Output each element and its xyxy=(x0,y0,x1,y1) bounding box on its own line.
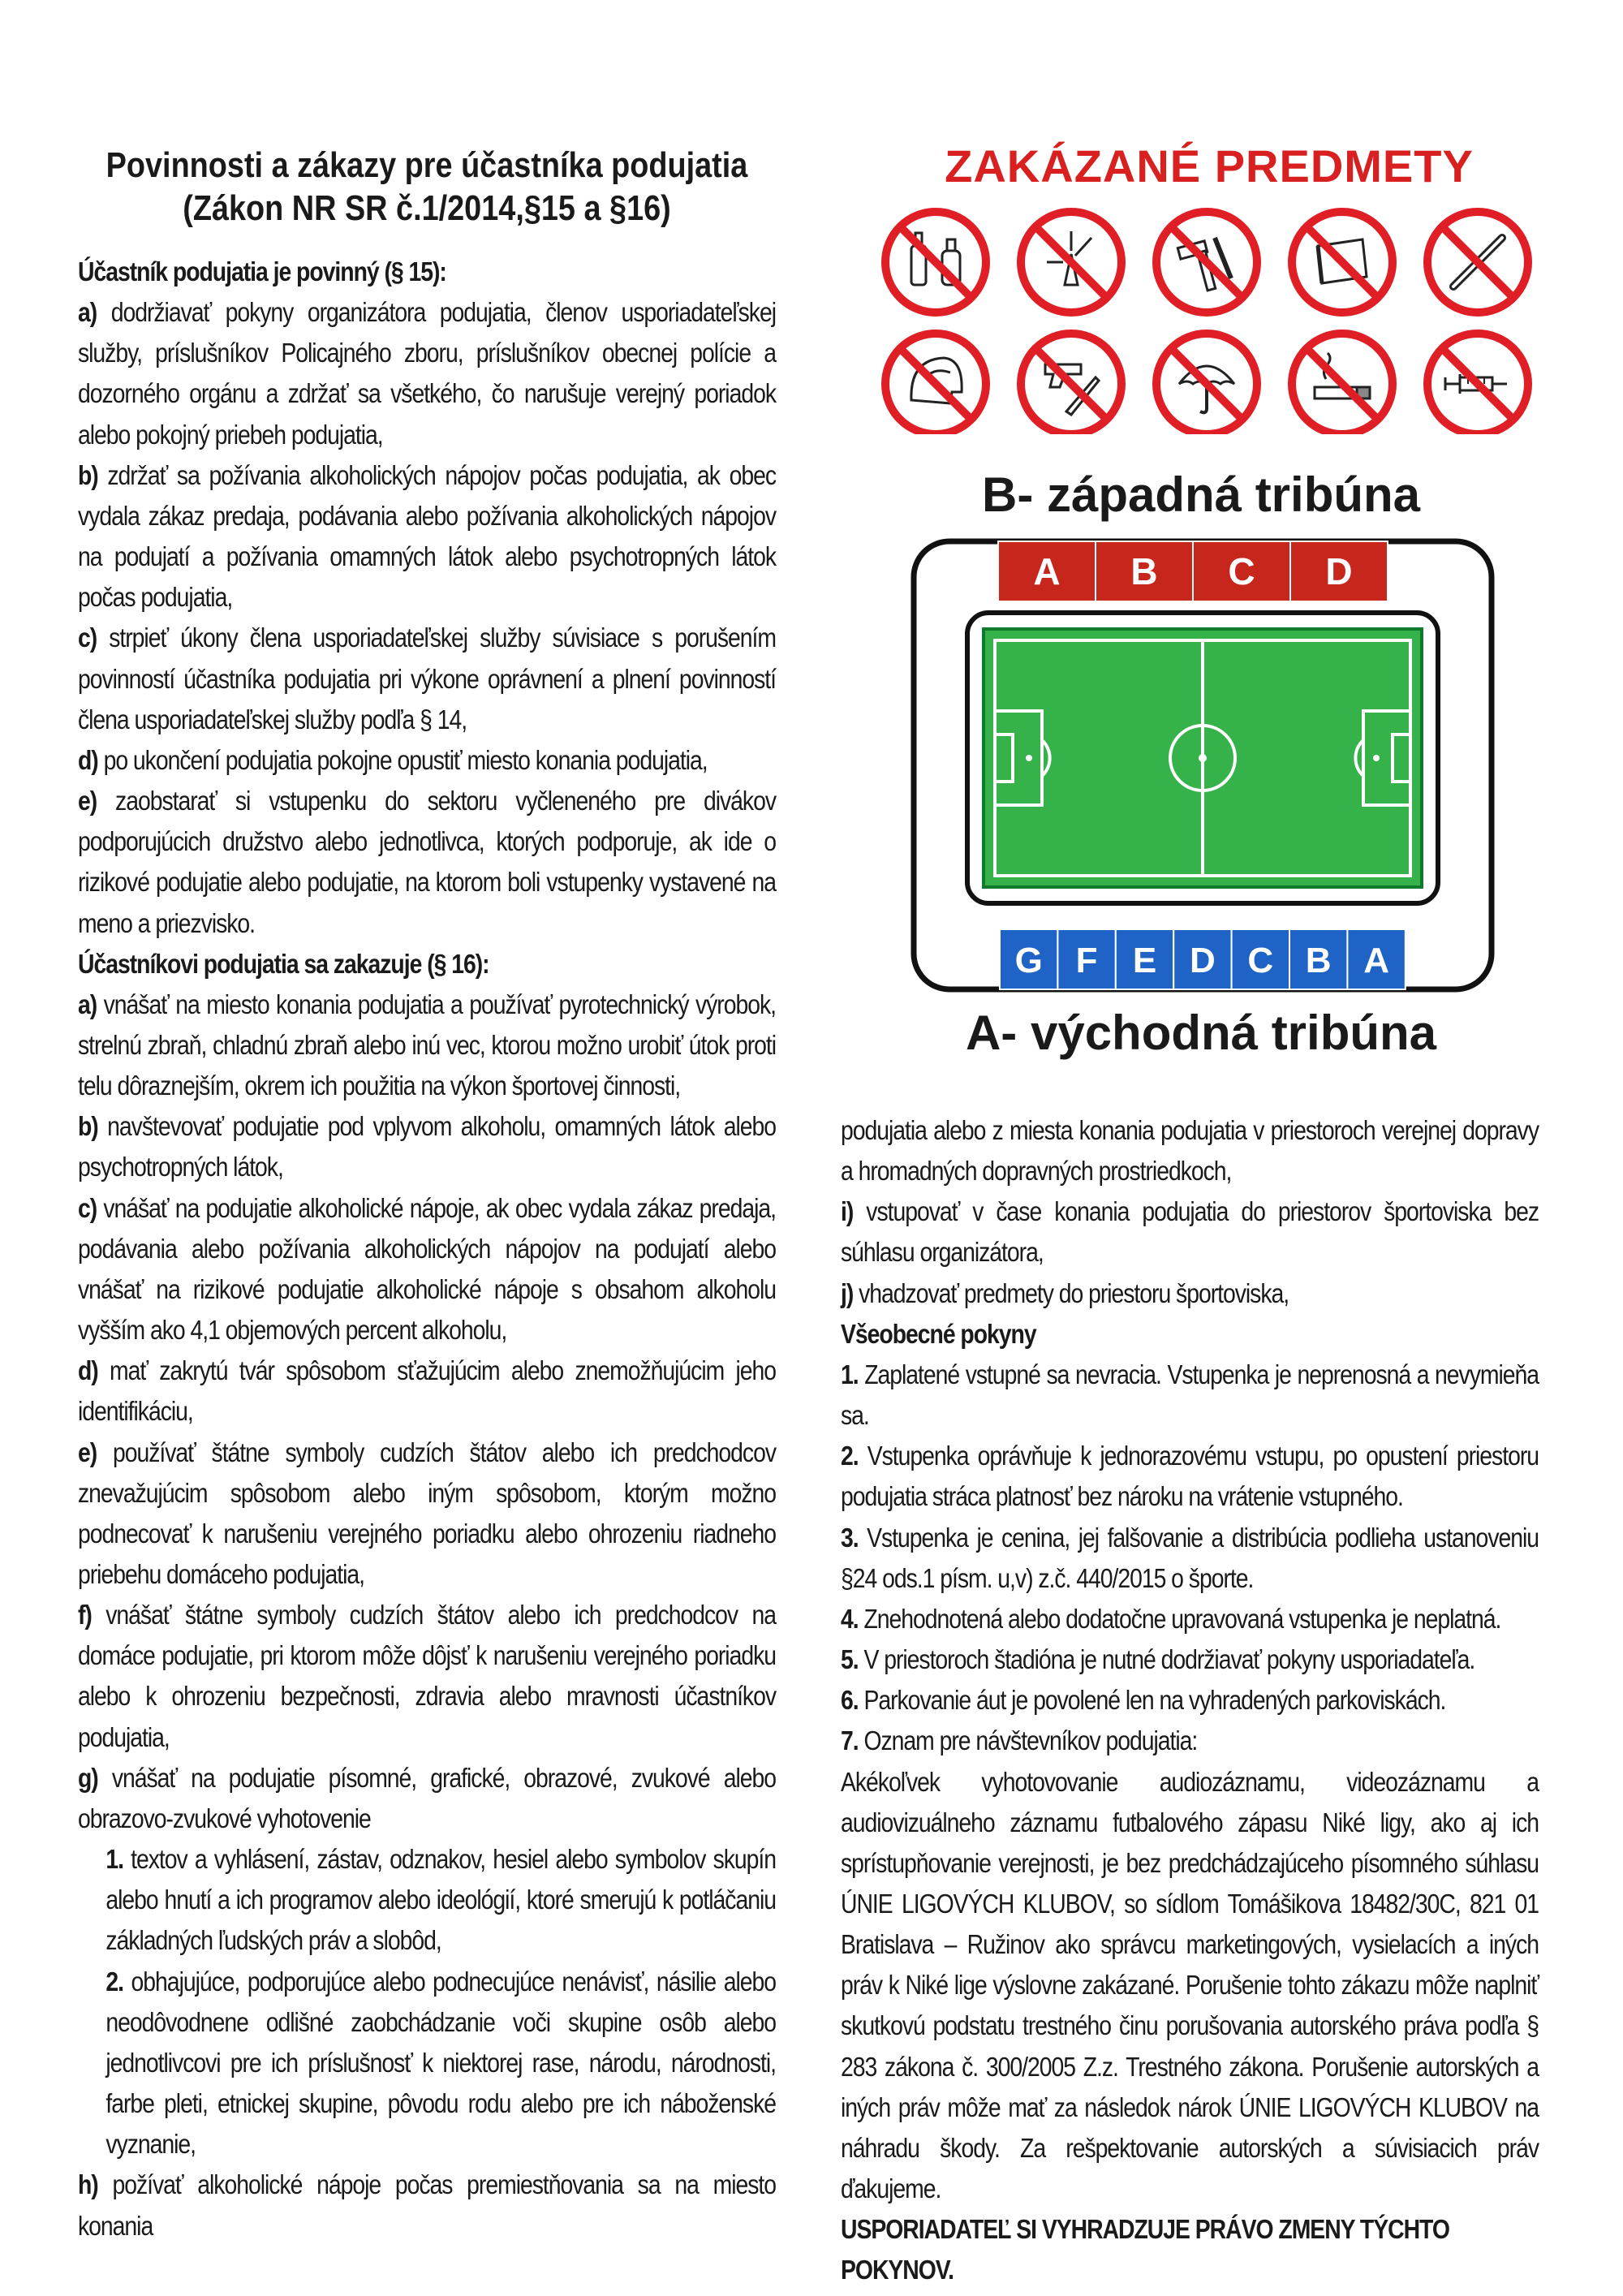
item-label: c) xyxy=(78,1192,97,1223)
prohibited-icons xyxy=(879,207,1536,438)
sector-label: E xyxy=(1132,941,1157,980)
left-penalty-spot xyxy=(1026,755,1032,761)
west-sector-D xyxy=(1290,541,1388,601)
title-line-2: (Zákon NR SR č.1/2014,§15 a §16) xyxy=(183,187,671,228)
east-sector-C xyxy=(1232,929,1289,989)
s15-heading: Účastník podujatia je povinný (§ 15): xyxy=(78,256,446,286)
item-text: dodržiavať pokyny organizátora podujatia, členov usporiadateľskej služby, príslušníkov Policajného zboru, príslušníkov obecnej polície a dozorného orgánu a zdržať sa všetkého, čo narušuje verejný poriadok alebo pokojný priebeh podujatia, xyxy=(78,297,776,450)
helmet-icon xyxy=(885,334,986,434)
sector-label: A xyxy=(1033,550,1061,592)
cigarette-icon xyxy=(1292,334,1393,434)
item-text: Parkovanie áut je povolené len na vyhradených parkoviskách. xyxy=(858,1685,1446,1716)
item-label: e) xyxy=(78,786,97,816)
stick-icon xyxy=(1427,212,1528,312)
item-label: 6. xyxy=(841,1685,859,1716)
s15-item xyxy=(78,618,776,739)
s16-item xyxy=(78,1595,776,1758)
item-label: j) xyxy=(841,1277,854,1308)
item-label: 2. xyxy=(105,1966,124,1997)
item-label: h) xyxy=(78,2169,98,2200)
item-label: 1. xyxy=(841,1359,859,1389)
s16-heading: Účastníkovi podujatia sa zakazuje (§ 16): xyxy=(78,948,489,979)
general-heading: Všeobecné pokyny xyxy=(841,1318,1036,1349)
item-label: d) xyxy=(78,744,98,775)
item-text: mať zakrytú tvár spôsobom sťažujúcim alebo znemožňujúcim jeho identifikáciu, xyxy=(78,1355,777,1427)
sector-label: B xyxy=(1305,941,1332,980)
item-text: navštevovať podujatie pod vplyvom alkoholu, omamných látok alebo psychotropných látok, xyxy=(78,1111,777,1182)
west-tribune-title: B- západná tribúna xyxy=(981,467,1421,522)
item-text: po ukončení podujatia pokojne opustiť miesto konania podujatia, xyxy=(97,744,708,775)
right-penalty-spot xyxy=(1373,755,1380,761)
general-final: USPORIADATEĽ SI VYHRADZUJE PRÁVO ZMENY TÝCHTO POKYNOV. xyxy=(841,2214,1449,2285)
s16-item xyxy=(78,1350,776,1432)
s16-list xyxy=(78,984,776,1839)
s15-list xyxy=(78,292,776,944)
west-sector-C xyxy=(1193,541,1290,601)
general-item xyxy=(841,1721,1539,1761)
east-sector-F xyxy=(1057,929,1115,989)
document-title xyxy=(78,144,776,230)
sector-label: B xyxy=(1130,550,1158,592)
s16-item-h-continued: podujatia alebo z miesta konania podujatia v priestoroch verejnej dopravy a hromadných dopravných prostriedkoch, xyxy=(841,1115,1539,1187)
item-text: textov a vyhlásení, zástav, odznakov, hesiel alebo symbolov skupín alebo hnutí a ich programov alebo ideológií, ktoré smerujú k potláčaniu základných ľudských práv a slobôd, xyxy=(105,1844,776,1956)
center-spot xyxy=(1199,754,1207,762)
prohibited-title: ZAKÁZANÉ PREDMETY xyxy=(945,140,1474,192)
sector-label: G xyxy=(1014,941,1043,980)
s15-item xyxy=(78,781,776,944)
item-label: b) xyxy=(78,459,98,490)
item-text: Oznam pre návštevníkov podujatia: xyxy=(858,1725,1198,1756)
item-label: 7. xyxy=(841,1725,859,1756)
item-label: d) xyxy=(78,1355,98,1386)
s16-item xyxy=(78,1758,776,1839)
sector-label: A xyxy=(1363,941,1389,980)
item-label: c) xyxy=(78,622,97,653)
item-label: 3. xyxy=(841,1522,859,1553)
general-item xyxy=(841,1680,1539,1721)
item-label: a) xyxy=(78,297,97,328)
east-sector-E xyxy=(1116,929,1173,989)
s16-item xyxy=(78,1432,776,1596)
general-list xyxy=(841,1355,1539,1762)
item-label: g) xyxy=(78,1762,98,1793)
east-sector-B xyxy=(1289,929,1347,989)
east-tribune-title: A- východná tribúna xyxy=(965,1006,1437,1060)
item-label: 2. xyxy=(841,1441,859,1471)
west-sector-B xyxy=(1096,541,1193,601)
sector-label: C xyxy=(1247,941,1274,980)
tools-icon xyxy=(1156,212,1257,312)
general-item xyxy=(841,1518,1539,1599)
item-text: vnášať na podujatie alkoholické nápoje, ak obec vydala zákaz predaja, podávania alebo požívania alkoholických nápojov na podujatí alebo vnášať na rizikové podujatie alkoholické nápoje s obsahom alkoholu vyšším ako 4,1 objemových percent alkoholu, xyxy=(78,1192,776,1346)
general-item xyxy=(841,1355,1539,1436)
item-text: vstupovať v čase konania podujatia do priestorov športoviska bez súhlasu organizátora, xyxy=(841,1196,1539,1268)
item-text: obhajujúce, podporujúce alebo podnecujúce nenávisť, násilie alebo neodôvodnene odlišné zaobchádzanie voči skupine osôb alebo jednotlivcovi pre ich príslušnosť k niektorej rase, národu, národnosti, farbe pleti, etnickej skupine, pôvodu rodu alebo pre ich náboženské vyznanie, xyxy=(105,1966,776,2160)
s15-item xyxy=(78,740,776,781)
item-text: požívať alkoholické nápoje počas premiestňovania sa na miesto konania xyxy=(78,2169,777,2241)
item-label: b) xyxy=(78,1111,98,1142)
item-text: Zaplatené vstupné sa nevracia. Vstupenka je neprenosná a nevymieňa sa. xyxy=(841,1359,1539,1431)
umbrella-icon xyxy=(1156,334,1257,434)
item-label: f) xyxy=(78,1600,92,1630)
flag-icon xyxy=(1292,212,1393,312)
fireworks-icon xyxy=(1021,212,1121,312)
s15-item xyxy=(78,292,776,455)
s16-g-sublist xyxy=(78,1839,776,2165)
general-item xyxy=(841,1639,1539,1680)
stadium-map xyxy=(911,538,1495,993)
bottles-icon xyxy=(885,212,986,312)
item-label: i) xyxy=(841,1196,854,1227)
sector-label: C xyxy=(1228,550,1255,592)
item-label: 4. xyxy=(841,1603,859,1634)
prohibited-icons-grid xyxy=(879,207,1536,434)
s15-item xyxy=(78,455,776,618)
east-sector-D xyxy=(1173,929,1231,989)
item-text: vnášať na podujatie písomné, grafické, obrazové, zvukové alebo obrazovo-zvukové vyhotovenie xyxy=(78,1762,777,1833)
item-text: Znehodnotená alebo dodatočne upravovaná vstupenka je neplatná. xyxy=(858,1603,1501,1634)
item-label: 1. xyxy=(105,1844,124,1875)
left-column xyxy=(78,252,776,2246)
item-label: e) xyxy=(78,1437,97,1467)
sector-label: D xyxy=(1325,550,1353,592)
general-item xyxy=(841,1599,1539,1639)
s16-item xyxy=(78,1106,776,1187)
syringe-icon xyxy=(1427,334,1528,434)
s16-g-subitem xyxy=(78,1839,776,1961)
east-sector-G xyxy=(1000,929,1057,989)
right-column xyxy=(841,1110,1539,2291)
s16-item-i xyxy=(841,1191,1539,1273)
item-text: Vstupenka oprávňuje k jednorazovému vstupu, po opustení priestoru podujatia stráca platnosť bez nároku na vrátenie vstupného. xyxy=(841,1441,1539,1512)
general-notice: Akékoľvek vyhotovovanie audiozáznamu, videozáznamu a audiovizuálneho záznamu futbalového zápasu Niké ligy, ako aj ich sprístupňovanie verejnosti, je bez predchádzajúceho písomného súhlasu ÚNIE LIGOVÝCH KLUBOV, so sídlom Tomášikova 18482/30C, 821 01 Bratislava – Ružinov ako správcu marketingových, vysielacích a iných práv k Niké lige výslovne zakázané. Porušenie tohto zákazu môže naplniť skutkovú podstatu trestného činu porušovania autorského práva podľa § 283 zákona č. 300/2005 Z.z. Trestného zákona. Porušenie autorských a iných práv môže mať za následok nárok ÚNIE LIGOVÝCH KLUBOV na náhradu škody. Za rešpektovanie autorských a súvisiacich práv ďakujeme. xyxy=(841,1766,1539,2204)
s16-item-j xyxy=(841,1273,1539,1314)
item-text: používať štátne symboly cudzích štátov alebo ich predchodcov znevažujúcim spôsobom alebo iným spôsobom, ktorým možno podnecovať k narušeniu verejného poriadku alebo ohrozeniu riadneho priebehu domáceho podujatia, xyxy=(78,1437,776,1589)
item-label: 5. xyxy=(841,1644,859,1675)
item-text: Vstupenka je cenina, jej falšovanie a distribúcia podlieha ustanoveniu §24 ods.1 písm. u,v) z.č. 440/2015 o športe. xyxy=(841,1522,1539,1593)
item-text: V priestoroch štadióna je nutné dodržiavať pokyny usporiadateľa. xyxy=(858,1644,1475,1675)
s16-item-h xyxy=(78,2165,776,2246)
item-text: vhadzovať predmety do priestoru športoviska, xyxy=(853,1277,1289,1308)
general-item xyxy=(841,1436,1539,1517)
s16-item xyxy=(78,1188,776,1351)
item-text: vnášať štátne symboly cudzích štátov alebo ich predchodcov na domáce podujatie, pri ktorom môže dôjsť k narušeniu verejného poriadku alebo k ohrozeniu bezpečnosti, zdravia alebo mravnosti účastníkov podujatia, xyxy=(78,1600,776,1752)
sector-label: D xyxy=(1190,941,1216,980)
east-sector-A xyxy=(1347,929,1405,989)
s16-g-subitem xyxy=(78,1962,776,2165)
item-text: zaobstarať si vstupenku do sektoru vyčleneného pre divákov podporujúcich družstvo alebo jednotlivca, ktorých podporuje, ak ide o rizikové podujatie alebo podujatie, na ktorom boli vstupenky vystavené na meno a priezvisko. xyxy=(78,786,776,938)
item-text: strpieť úkony člena usporiadateľskej služby súvisiace s porušením povinností účastníka podujatia pri výkone oprávnení a plnení povinností člena usporiadateľskej služby podľa § 14, xyxy=(78,622,776,734)
s16-item xyxy=(78,984,776,1106)
item-label: a) xyxy=(78,989,97,1019)
item-text: vnášať na miesto konania podujatia a používať pyrotechnický výrobok, strelnú zbraň, chladnú zbraň alebo inú vec, ktorou možno urobiť útok proti telu dôraznejším, okrem ich použitia na výkon športovej činnosti, xyxy=(78,989,776,1101)
sector-label: F xyxy=(1075,941,1098,980)
west-sector-A xyxy=(998,541,1096,601)
item-text: zdržať sa požívania alkoholických nápojov počas podujatia, ak obec vydala zákaz predaja, podávania alebo požívania alkoholických nápojov na podujatí a požívania omamných látok alebo psychotropných látok počas podujatia, xyxy=(78,459,777,613)
title-line-1: Povinnosti a zákazy pre účastníka podujatia xyxy=(105,145,748,185)
weapons-icon xyxy=(1021,334,1121,434)
